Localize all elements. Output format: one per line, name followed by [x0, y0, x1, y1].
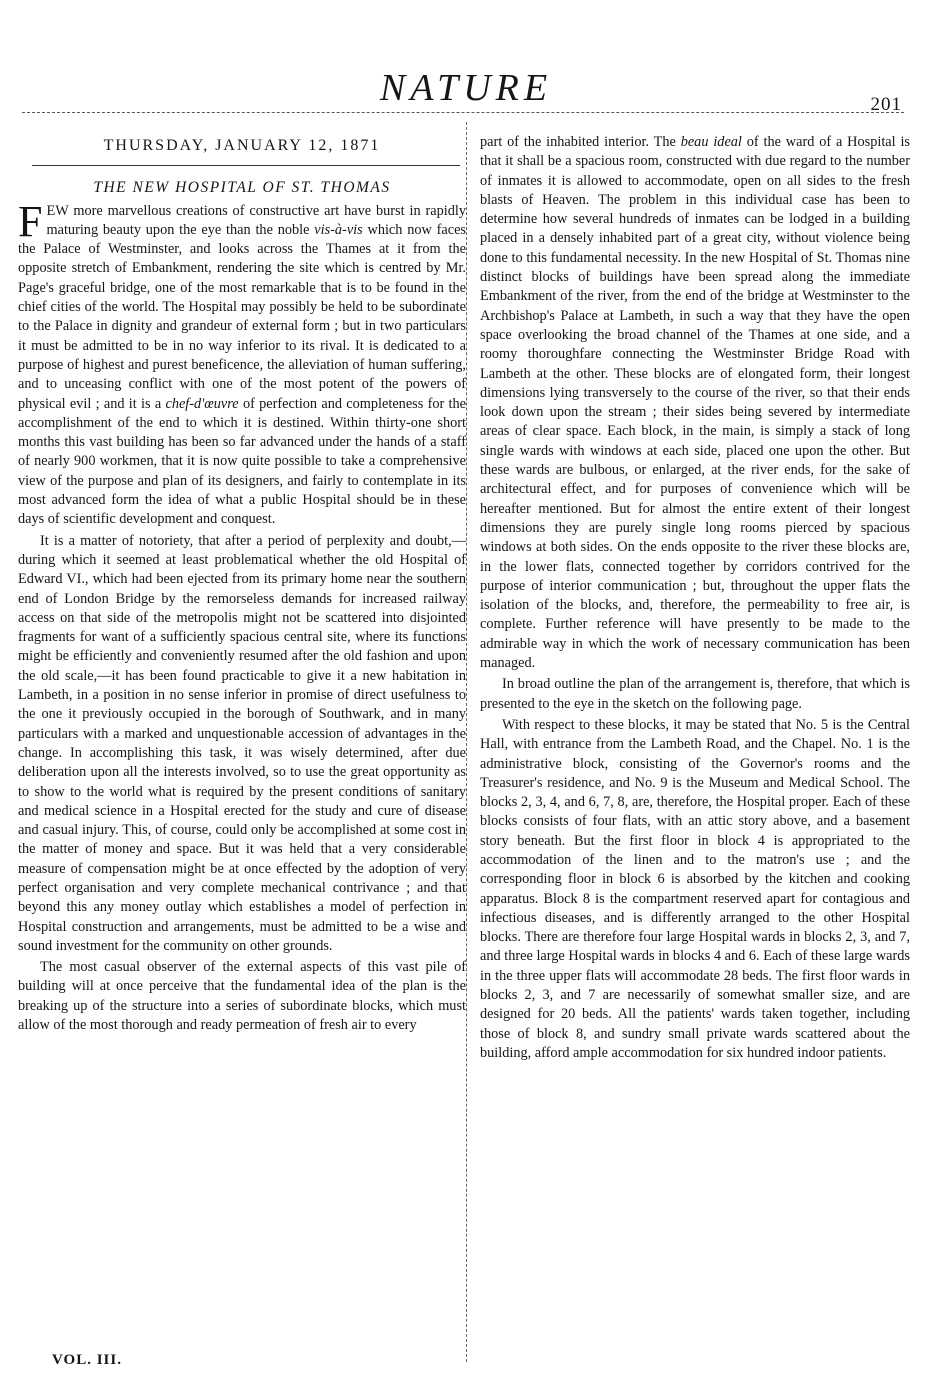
italic-phrase: chef-d'œuvre: [165, 395, 239, 412]
dateline-rule: [32, 165, 460, 166]
left-paragraph-3: The most casual observer of the external aspects of this vast pile of building will at once perceive that the fundamental idea of the plan is the breaking up of the structure into a series of subordinate blocks, which must allow of the most thorough and ready permeation of fresh air to every: [18, 959, 466, 1034]
right-paragraph-1: [480, 133, 910, 673]
right-column: [480, 133, 910, 1065]
header-rule: [22, 112, 904, 113]
page-number: 201: [870, 94, 902, 115]
text-run: of perfection and completeness for the accomplishment of the end to which it is destined. Within thirty-one short months this vast building has been so far advanced under the hands of a staff of nearly 900 workmen, that it is now quite possible to take a comprehensive view of the purpose and plan of its designers, and fairly to contemplate in its most advanced form the idea of what a public Hospital should be in these days of scientific development and conquest.: [18, 395, 466, 528]
text-run: of the ward of a Hospital is that it shall be a spacious room, constructed with due regard to the number of inmates it is allowed to accommodate, open on all sides to the fresh blasts of Heaven. The problem in this individual case has been to determine how several hundreds of inmates can be lodged in a building placed in a densely inhabited part of a great city, without violence being done to this fundamental necessity. In the new Hospital of St. Thomas nine distinct blocks of buildings have been spread along the immediate Embankment of the river, from the end of the bridge at Westminster to the Archbishop's Palace at Lambeth, in such a way that they have the open space overlooking the broad channel of the Thames at one side, and a roomy thoroughfare connecting the Westminster Bridge Road with Lambeth at the other. These blocks are of elongated form, their longest dimensions lying transversely to the course of the river, so that their ends look down upon the stream ; their sides being severed by intermediate areas of clear space. Each block, in the main, is simply a stack of long single wards with windows at each side, placed one upon the other. But these wards are bulbous, or enlarged, at the river ends, for the sake of architectural effect, and for purposes of convenience which will be hereafter mentioned. But for almost the entire extent of their longest dimensions they are purely single long rooms pierced by spacious windows at both sides. On the ends opposite to the river these blocks are, in the lower flats, connected together by corridors contrived for the purpose of interior communication ; but, throughout the upper flats the isolation of the blocks, and, therefore, the permeability to free air, is complete. Further reference will have presently to be made to the admirable way in which the work of necessary communication has been managed.: [480, 134, 910, 672]
right-paragraph-2: In broad outline the plan of the arrangement is, therefore, that which is presented to the eye in the sketch on the following page.: [480, 676, 910, 712]
issue-dateline: THURSDAY, JANUARY 12, 1871: [103, 137, 381, 154]
column-divider: [466, 122, 467, 1362]
right-paragraph-3: With respect to these blocks, it may be stated that No. 5 is the Central Hall, with entrance from the Lambeth Road, and the Chapel. No. 1 is the administrative block, consisting of the Governor's rooms and the Treasurer's residence, and No. 9 is the Museum and Medical School. The blocks 2, 3, 4, and 6, 7, 8, are, therefore, the Hospital proper. Each of these blocks consists of four flats, with an attic story above, and a basement story beneath. But the first floor in block 4 is appropriated to the accommodation of the linen and to the matron's use ; and the corresponding floor in block 6 is absorbed by the kitchen and cooking apparatus. Block 8 is the compartment reserved apart for contagious and infectious diseases, and is differently arranged to the other Hospital blocks. There are therefore four large Hospital wards in blocks 2, 3, and 7, and three large Hospital wards in blocks 4 and 6. Each of these large wards in the three upper flats will accommodate 28 beds. The first floor wards in blocks 2, 3, and 7 are necessarily of somewhat smaller size, and are designed for 20 beds. All the patients' wards taken together, including those of block 8, and sundry small private wards scattered about the building, afford ample accommodation for six hundred indoor patients.: [480, 716, 910, 1061]
left-paragraph-2: It is a matter of notoriety, that after a period of perplexity and doubt,—during which it seemed at least problematical whether the old Hospital of Edward VI., which had been ejected from its primary home near the southern end of London Bridge by the remorseless demands for increased railway access on that side of the metropolis might not be scattered into disjointed fragments for want of a sufficiently spacious central site, where its functions might be efficiently and conveniently resumed after the old fashion and upon the old scale,—it has been found practicable to give it a new habitation in Lambeth, in a position in no sense inferior in promise of direct usefulness to the one it previously occupied in the borough of Southwark, and in many particulars with a marked and unquestionable accession of advantages in the change. In accomplishing this task, it was wisely determined, after due deliberation upon all the interests involved, so to use the great opportunity as to show to the world what is required by the present conditions of sanitary and medical science in a Hospital erected for the study and cure of disease and casual injury. This, of course, could only be accomplished at some cost in the matter of money and space. But it was held that a very considerable measure of compensation might be at once effected by the adoption of very perfect organisation and very complete mechanical contrivance ; and that beyond this any money outlay which establishes a model of perfection in Hospital construction and arrangements, must be admitted to be a wise and sound investment for the community on other grounds.: [18, 532, 466, 954]
text-run: part of the inhabited interior. The: [480, 134, 681, 150]
left-paragraph-1: [18, 196, 466, 530]
drop-cap: F: [18, 196, 43, 246]
text-run: EW more marvellous creations of constructive art have burst in rapidly maturing beauty upon the eye than the noble: [46, 202, 466, 238]
article-title: THE NEW HOSPITAL OF ST. THOMAS: [93, 179, 391, 197]
italic-phrase: beau ideal: [680, 134, 742, 150]
journal-masthead: NATURE: [379, 67, 553, 109]
volume-footer: VOL. III.: [52, 1352, 122, 1368]
text-run: which now faces the Palace of Westminster, and looks across the Thames at it from the opposite stretch of Embankment, rendering the site which is centred by Mr. Page's graceful bridge, one of the most remarkable that is to be found in the chief cities of the world. The Hospital may possibly be held to be subordinate to the Palace in dignity and grandeur of external form ; but in two particulars it must be admitted to be in no way inferior to its rival. It is dedicated to a purpose of highest and purest beneficence, the alleviation of human suffering, and to unceasing conflict with one of the most potent of the powers of physical evil ; and it is a: [18, 221, 466, 412]
italic-phrase: vis-à-vis: [314, 221, 363, 238]
left-column: [18, 128, 466, 1037]
